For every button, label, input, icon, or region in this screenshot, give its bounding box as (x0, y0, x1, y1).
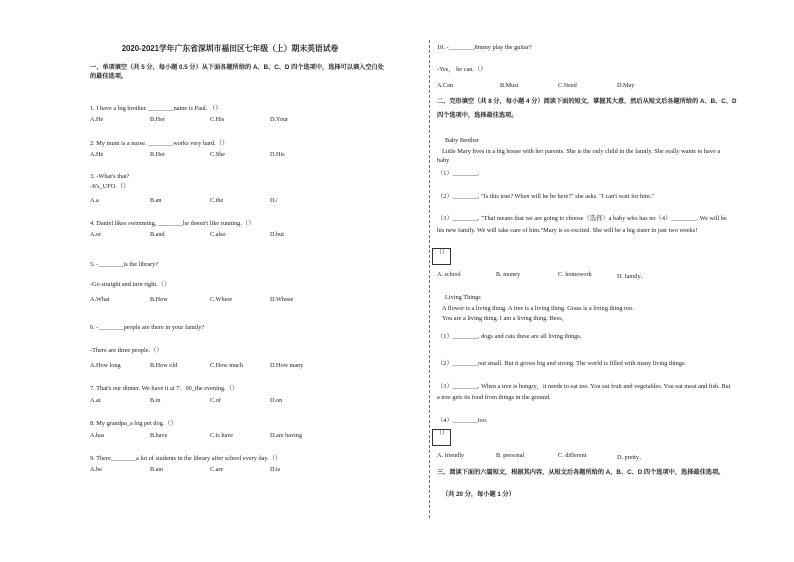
passage1-line2: baby (437, 157, 450, 164)
passage2-title: Living Things (445, 294, 481, 301)
section2-heading: 二、完形填空（共 8 分，每小题 4 分）阅读下面的短文，掌握其大意，然后从短文后各题所给的 A、B、C、D (437, 98, 737, 105)
q2-option-d: D.His (270, 151, 285, 158)
q9-option-c: C.are (210, 466, 224, 473)
passage1-option-d: D. family、 (617, 273, 647, 280)
q10-option-c: C.Need (558, 82, 577, 89)
answer-box-1: （） (432, 248, 451, 265)
passage1-blank1: （1）________. (437, 170, 480, 177)
q4-option-b: B.and (150, 231, 165, 238)
q6-option-d: D.How many (270, 362, 304, 369)
question-3: 3. -What's that? (90, 173, 130, 180)
passage2-blank3: （3）________. When a tree is hungry，it needs to eat too. You eat fruit and vegetables. You eat meat and fish. But (437, 383, 731, 390)
q10-option-b: B.Must (500, 82, 519, 89)
column-divider (429, 40, 430, 518)
q10-option-a: A.Can (437, 82, 453, 89)
passage1-option-b: B. money (496, 271, 521, 278)
question-10: 10. -________Jimmy play the guitar? (437, 44, 532, 51)
passage2-option-d: D. pretty、 (617, 454, 646, 461)
q3-option-b: B.an (150, 197, 162, 204)
question-3-line2: -It's_UFO.（） (90, 183, 130, 190)
q5-option-b: B.How (150, 296, 168, 303)
section2-heading-cont: 四个选项中，选择最佳选项。 (437, 112, 518, 119)
q7-option-d: D.on (270, 397, 283, 404)
passage1-blank3: （3）________. "That means that we are going to choose（选择）a baby who has no（4）________. We will be (437, 215, 727, 222)
q8-option-b: B.have (150, 432, 168, 439)
passage2-blank1: （1）________. dogs and cats these are all living things. (437, 333, 582, 340)
question-5: 5. -________is the library? (90, 261, 159, 268)
q8-option-a: A.has (90, 432, 105, 439)
q6-option-c: C.How much (210, 362, 243, 369)
passage1-line1: Little Mary lives in a big house with her parents. She is the only child in the family. She really wants to have a (442, 148, 721, 155)
section3-heading: 三、阅读下面的六篇短文，根据其内容，从短文后各题所给的 A、B、C、D 四个选项中，选择最佳选项。 (437, 469, 725, 476)
q4-option-d: D.but (270, 231, 284, 238)
passage1-line-end: his new family. We will take care of him."Mary is so excited. She will be a big sister in just two weeks! (437, 227, 698, 234)
q1-option-d: D.Your (270, 116, 289, 123)
passage1-option-c: C. homework (558, 271, 592, 278)
passage2-option-a: A. friendly (437, 452, 465, 459)
q8-option-c: C.is have (210, 432, 234, 439)
question-1: 1. I have a big brother. ________name is Paul. （） (90, 105, 222, 112)
q4-option-a: A.or (90, 231, 102, 238)
q5-option-d: D.Whose (270, 296, 294, 303)
q2-option-c: C.She (210, 151, 225, 158)
q5-option-c: C.Where (210, 296, 233, 303)
question-2: 2. My mum is a nurse. ________works very hard.（） (90, 140, 229, 147)
passage1-blank2: （2）________. "Is this true? When will he be here?" she asks. "I can't wait for him." (437, 193, 654, 200)
question-10-line2: -Yes， he can.（） (437, 66, 487, 73)
q7-option-b: B.in (150, 397, 161, 404)
question-8: 8. My grandpa_a big pet dog.（） (90, 420, 177, 427)
section3-subheading: （共 20 分，每小题 1 分） (442, 491, 515, 498)
q3-option-c: C.the (210, 197, 224, 204)
q4-option-c: C.also (210, 231, 226, 238)
passage2-line2: You are a living thing. I am a living thing. Bees, (442, 315, 564, 322)
answer-box-2: （） (432, 429, 451, 446)
q7-option-c: C.of (210, 397, 221, 404)
q3-option-d: D./ (270, 197, 278, 204)
passage1-title: Baby Brother (445, 137, 480, 144)
q2-option-a: A.He (90, 151, 104, 158)
q9-option-d: D.is (270, 466, 281, 473)
q1-option-b: B.Her (150, 116, 165, 123)
q2-option-b: B.Her (150, 151, 165, 158)
q6-option-a: A.How long (90, 362, 121, 369)
q8-option-d: D.are having (270, 432, 302, 439)
exam-title: 2020-2021学年广东省深圳市福田区七年级（上）期末英语试卷 (121, 44, 339, 53)
passage2-blank4: （4）________too. (437, 417, 488, 424)
q9-option-a: A.be (90, 466, 102, 473)
q10-option-d: D.May (617, 82, 635, 89)
section1-heading-cont: 的最佳选项。 (90, 73, 128, 80)
passage2-blank2: （2）________out small. But it grows big and strong. The world is filled with many living things. (437, 360, 686, 367)
q1-option-c: C.His (210, 116, 225, 123)
passage1-option-a: A. school (437, 271, 461, 278)
q7-option-a: A.at (90, 397, 101, 404)
question-7: 7. That's our dinner. We have it at 7：00_the evening.（） (90, 385, 239, 392)
q1-option-a: A.He (90, 116, 104, 123)
section1-heading: 一、单项填空（共 5 分，每小题 0.5 分）从下面各题所给的 A、B、C、D 四个选项中，选择可以填入空白处 (90, 64, 384, 71)
q3-option-a: A.a (90, 197, 99, 204)
question-5-line2: -Go straight and turn right.（） (90, 281, 171, 288)
passage2-option-c: C. different (558, 452, 587, 459)
question-6-line2: -There are three people.（） (90, 347, 163, 354)
passage2-line1: A flower is a living thing. A tree is a living thing. Grass is a living thing too. (442, 305, 634, 312)
q6-option-b: B.How old (150, 362, 178, 369)
question-4: 4. Daniel likes swimming, ________he doesn't like running.（） (90, 220, 255, 227)
question-9: 9. There________a lot of students in the library after school every day.（） (90, 455, 282, 462)
passage2-option-b: B. personal (496, 452, 525, 459)
passage2-line-end: a tree gets its food from things in the ground. (437, 394, 551, 401)
q9-option-b: B.am (150, 466, 164, 473)
q5-option-a: A.What (90, 296, 110, 303)
question-6: 6. -________people are there in your family? (90, 324, 205, 331)
